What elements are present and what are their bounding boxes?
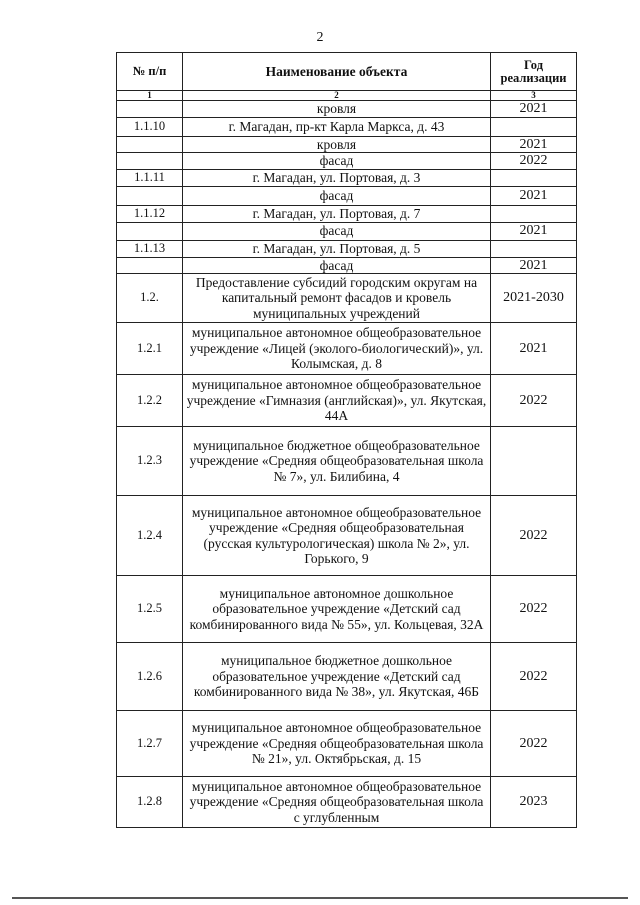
implementation-year: 2021 <box>491 323 577 375</box>
column-index-row <box>117 91 577 101</box>
object-name: фасад <box>183 222 491 240</box>
object-name: муниципальное бюджетное общеобразовательное учреждение «Средняя общеобразовательная школа № 7», ул. Билибина, 4 <box>183 427 491 496</box>
object-name: муниципальное бюджетное дошкольное образовательное учреждение «Детский сад комбинированного вида № 38», ул. Якутская, 46Б <box>183 643 491 711</box>
row-number: 1.1.10 <box>117 117 183 136</box>
row-number <box>117 222 183 240</box>
column-index: 1 <box>117 91 183 101</box>
object-name: фасад <box>183 153 491 170</box>
implementation-year: 2022 <box>491 375 577 427</box>
row-number <box>117 136 183 153</box>
object-name: фасад <box>183 186 491 205</box>
implementation-year: 2022 <box>491 496 577 576</box>
object-name: г. Магадан, пр-кт Карла Маркса, д. 43 <box>183 117 491 136</box>
implementation-year: 2023 <box>491 777 577 828</box>
table-row <box>117 274 577 323</box>
column-index: 3 <box>491 91 577 101</box>
implementation-year: 2021 <box>491 222 577 240</box>
header-num: № п/п <box>117 53 183 91</box>
row-number: 1.2.1 <box>117 323 183 375</box>
row-number: 1.1.13 <box>117 240 183 257</box>
object-name: фасад <box>183 257 491 274</box>
row-number: 1.1.12 <box>117 205 183 222</box>
row-number: 1.2.6 <box>117 643 183 711</box>
implementation-year: 2021 <box>491 101 577 118</box>
row-number: 1.2.5 <box>117 576 183 643</box>
row-number: 1.2.7 <box>117 711 183 777</box>
table-row <box>117 240 577 257</box>
row-number <box>117 186 183 205</box>
header-year: Год реализации <box>491 53 577 91</box>
row-number <box>117 153 183 170</box>
object-name: муниципальное автономное общеобразовательное учреждение «Лицей (эколого-биологический)», ул. Колымская, д. 8 <box>183 323 491 375</box>
page-bottom-edge <box>12 897 628 899</box>
row-number: 1.2.3 <box>117 427 183 496</box>
implementation-year <box>491 169 577 186</box>
implementation-year: 2021-2030 <box>491 274 577 323</box>
row-number: 1.2. <box>117 274 183 323</box>
table-row <box>117 205 577 222</box>
table-row <box>117 222 577 240</box>
implementation-year: 2021 <box>491 136 577 153</box>
implementation-year: 2022 <box>491 643 577 711</box>
implementation-year: 2022 <box>491 153 577 170</box>
row-number: 1.2.8 <box>117 777 183 828</box>
table-row <box>117 576 577 643</box>
row-number: 1.1.11 <box>117 169 183 186</box>
object-name: муниципальное автономное общеобразовательное учреждение «Гимназия (английская)», ул. Якутская, 44А <box>183 375 491 427</box>
table-row <box>117 101 577 118</box>
object-name: Предоставление субсидий городским округам на капитальный ремонт фасадов и кровель муниципальных учреждений <box>183 274 491 323</box>
implementation-year <box>491 240 577 257</box>
table-row <box>117 323 577 375</box>
row-number <box>117 257 183 274</box>
object-name: кровля <box>183 136 491 153</box>
object-name: г. Магадан, ул. Портовая, д. 3 <box>183 169 491 186</box>
table-row <box>117 777 577 828</box>
table-header-row <box>117 53 577 91</box>
table-row <box>117 643 577 711</box>
column-index: 2 <box>183 91 491 101</box>
implementation-year <box>491 205 577 222</box>
implementation-year: 2021 <box>491 186 577 205</box>
objects-table <box>116 52 577 828</box>
table-row <box>117 169 577 186</box>
implementation-year: 2022 <box>491 576 577 643</box>
object-name: муниципальное автономное общеобразовательное учреждение «Средняя общеобразовательная школа с углубленным <box>183 777 491 828</box>
page-number: 2 <box>316 30 324 45</box>
object-name: муниципальное автономное общеобразовательное учреждение «Средняя общеобразовательная (русская культурологическая) школа № 2», ул. Горького, 9 <box>183 496 491 576</box>
object-name: кровля <box>183 101 491 118</box>
table-row <box>117 136 577 153</box>
table-row <box>117 711 577 777</box>
table-row <box>117 257 577 274</box>
table-row <box>117 427 577 496</box>
object-name: г. Магадан, ул. Портовая, д. 5 <box>183 240 491 257</box>
object-name: г. Магадан, ул. Портовая, д. 7 <box>183 205 491 222</box>
table-row <box>117 117 577 136</box>
table-row <box>117 375 577 427</box>
implementation-year <box>491 117 577 136</box>
object-name: муниципальное автономное общеобразовательное учреждение «Средняя общеобразовательная школа № 21», ул. Октябрьская, д. 15 <box>183 711 491 777</box>
table-row <box>117 496 577 576</box>
implementation-year <box>491 427 577 496</box>
table-row <box>117 186 577 205</box>
row-number: 1.2.4 <box>117 496 183 576</box>
object-name: муниципальное автономное дошкольное образовательное учреждение «Детский сад комбинированного вида № 55», ул. Кольцевая, 32А <box>183 576 491 643</box>
implementation-year: 2022 <box>491 711 577 777</box>
implementation-year: 2021 <box>491 257 577 274</box>
header-name: Наименование объекта <box>183 53 491 91</box>
table-row <box>117 153 577 170</box>
row-number <box>117 101 183 118</box>
row-number: 1.2.2 <box>117 375 183 427</box>
